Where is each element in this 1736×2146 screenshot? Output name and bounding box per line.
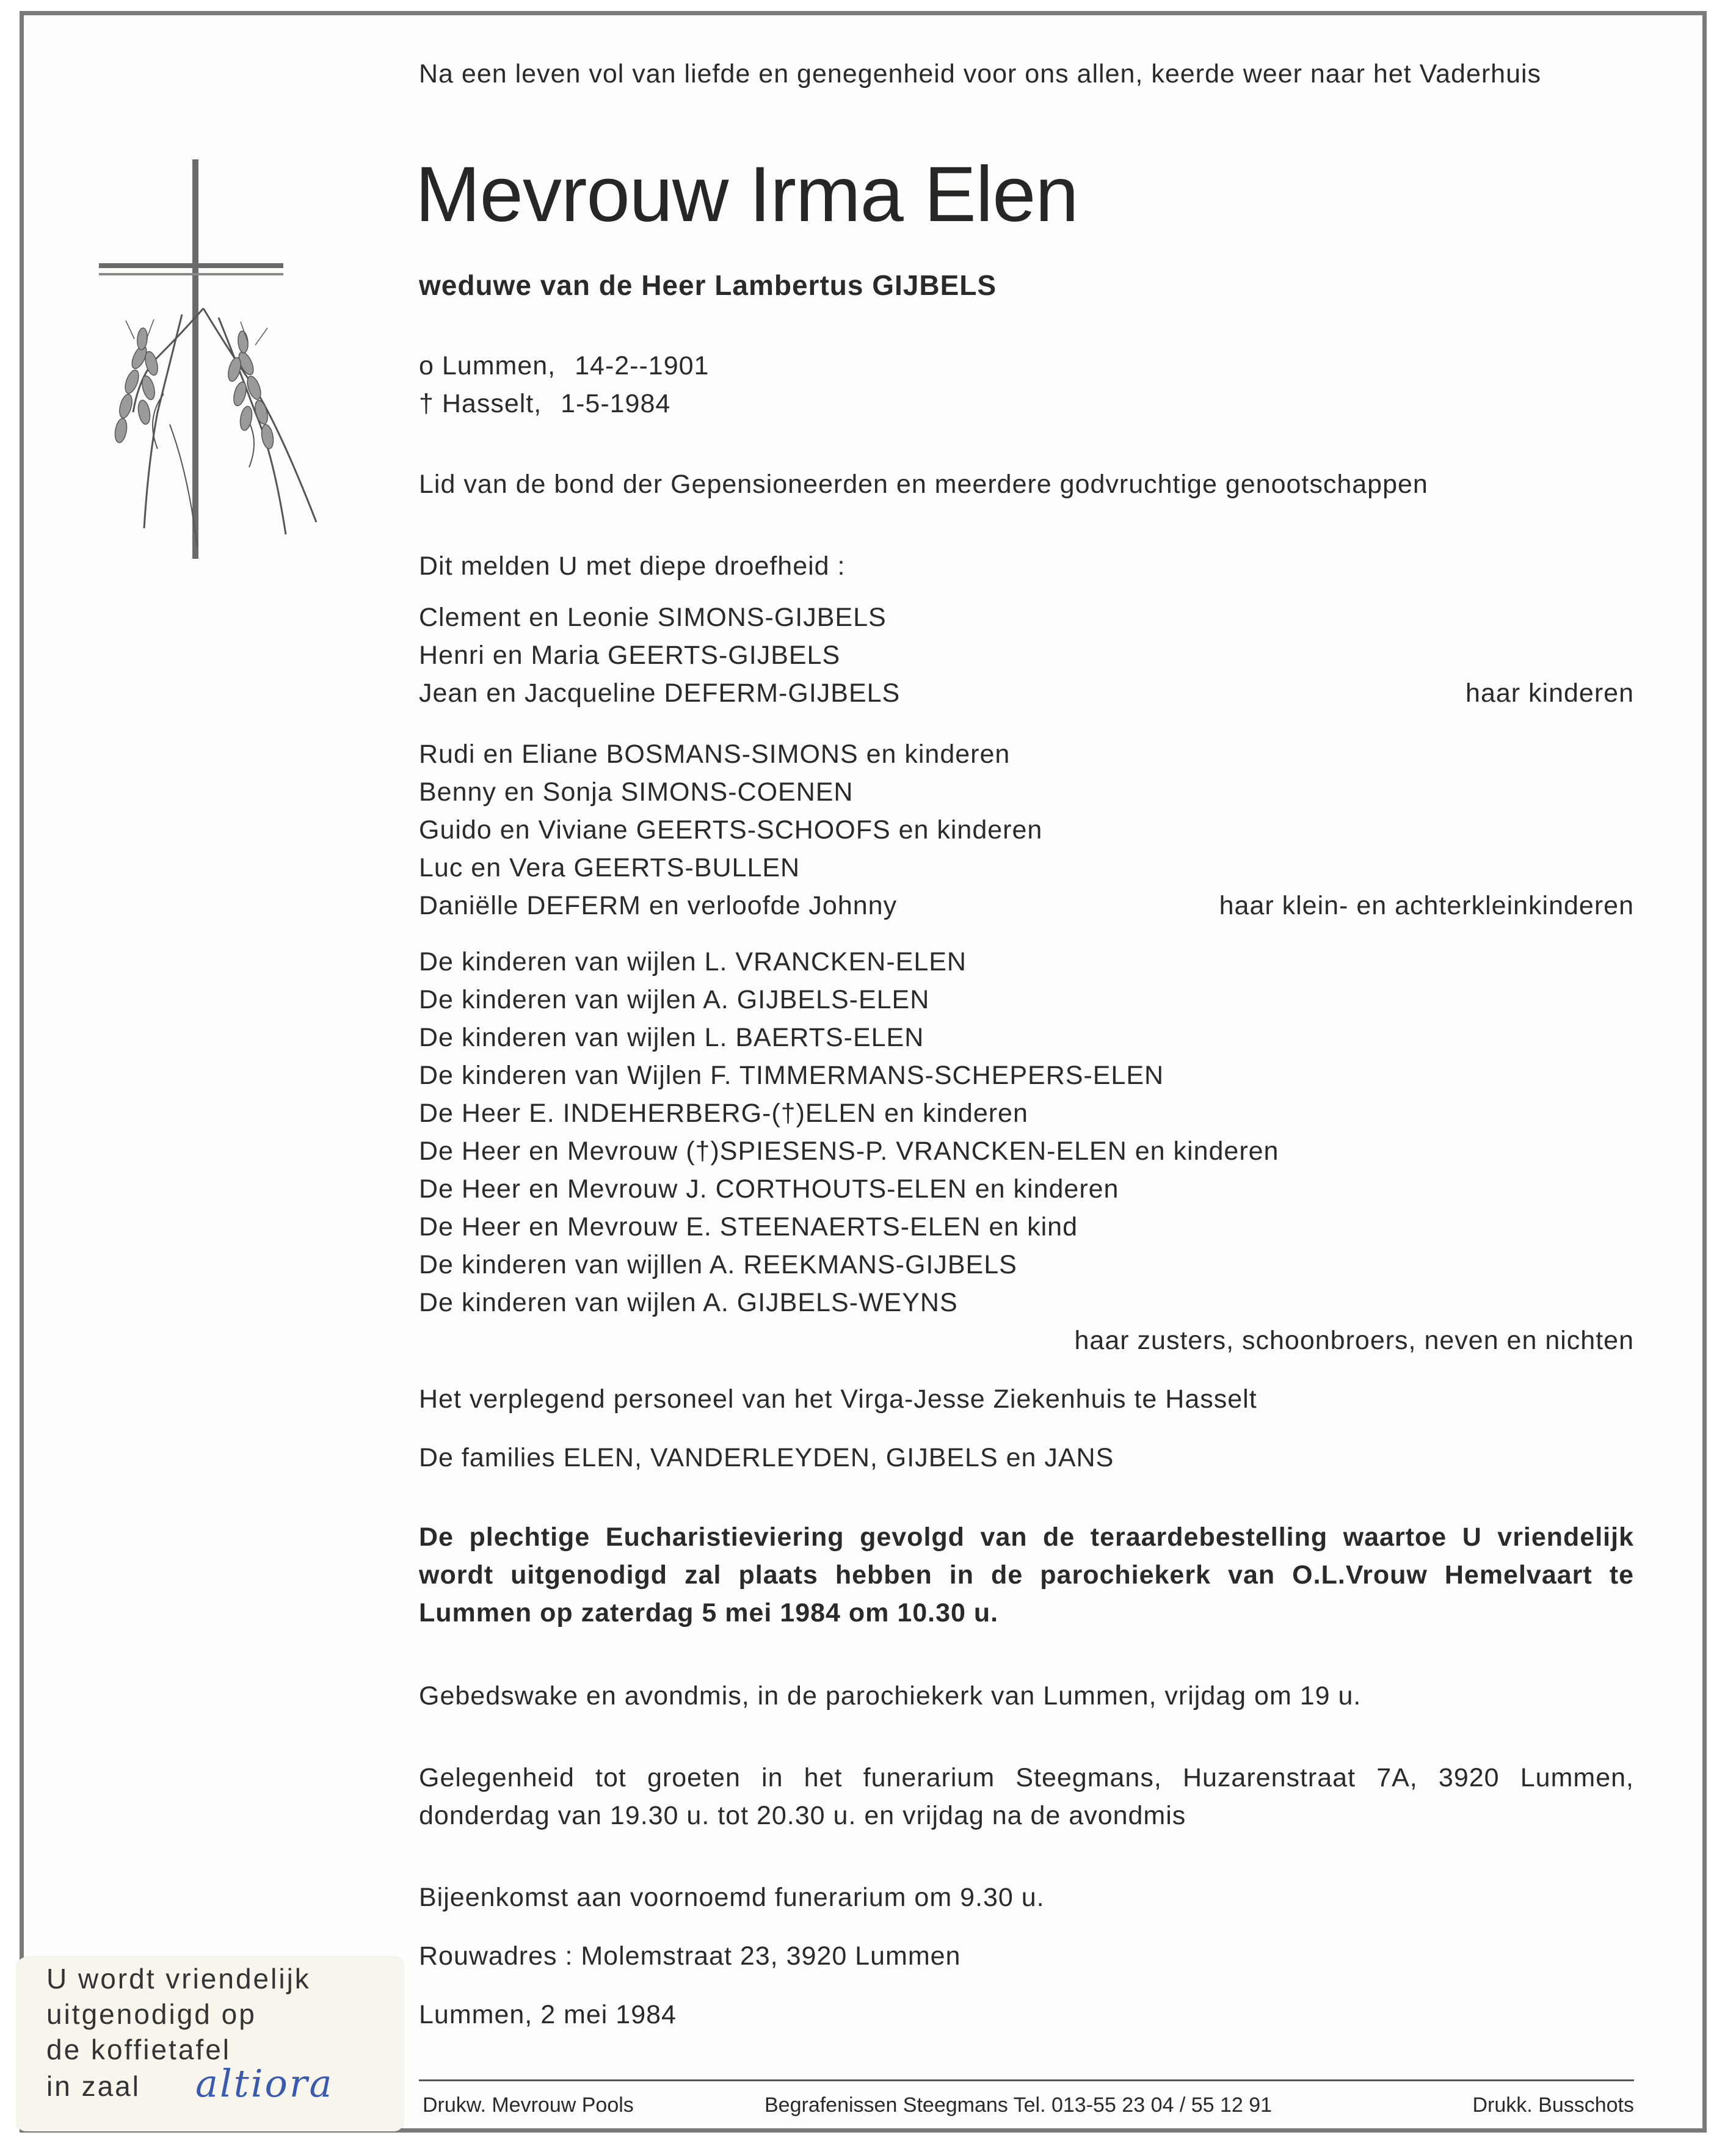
list-item: De kinderen van wijlen L. BAERTS-ELEN [419, 1023, 924, 1052]
list-item: Luc en Vera GEERTS-BULLEN [419, 853, 801, 882]
place-date-text: Lummen, 2 mei 1984 [419, 2000, 677, 2029]
deceased-name: Mevrouw Irma Elen [415, 151, 1078, 238]
sticker-line: de koffietafel [46, 2034, 231, 2065]
relatives-list [419, 943, 1634, 1355]
list-item: Guido en Viviane GEERTS-SCHOOFS en kinderen [419, 815, 1043, 845]
children-list [419, 598, 1634, 712]
death-date: 1-5-1984 [561, 389, 671, 418]
footer-divider [419, 2079, 1634, 2081]
staff-text: Het verplegend personeel van het Virga-Jesse Ziekenhuis te Hasselt [419, 1384, 1257, 1414]
death-place: Hasselt, [441, 389, 542, 418]
list-item: De Heer E. INDEHERBERG-(†)ELEN en kinderen [419, 1099, 1028, 1128]
list-item: Benny en Sonja SIMONS-COENEN [419, 777, 854, 807]
sticker-line: in zaal [46, 2070, 140, 2102]
sticker-line: uitgenodigd op [46, 1998, 256, 2030]
grandchildren-label: haar klein- en achterkleinkinderen [1219, 891, 1634, 920]
families-text: De families ELEN, VANDERLEYDEN, GIJBELS en JANS [419, 1443, 1114, 1472]
birth-date: 14-2--1901 [575, 351, 710, 380]
footer-right: Drukk. Busschots [1472, 2093, 1634, 2117]
death-symbol: † [419, 389, 434, 418]
intro-text: Na een leven vol van liefde en genegenheid voor ons allen, keerde weer naar het Vaderhuis [419, 59, 1542, 89]
address-text: Rouwadres : Molemstraat 23, 3920 Lummen [419, 1941, 961, 1971]
widow-of: weduwe van de Heer Lambertus GIJBELS [419, 269, 997, 301]
list-item: De Heer en Mevrouw (†)SPIESENS-P. VRANCKEN-ELEN en kinderen [419, 1137, 1279, 1166]
list-item: De Heer en Mevrouw J. CORTHOUTS-ELEN en kinderen [419, 1174, 1119, 1204]
birth-line [419, 347, 1634, 385]
list-item: De kinderen van wijlen L. VRANCKEN-ELEN [419, 947, 967, 977]
membership-text: Lid van de bond der Gepensioneerden en meerdere godvruchtige genootschappen [419, 470, 1428, 499]
footer-center: Begrafenissen Steegmans Tel. 013-55 23 04 / 55 12 91 [764, 2093, 1273, 2117]
announcement-text: Dit melden U met diepe droefheid : [419, 551, 846, 581]
list-item: Daniëlle DEFERM en verloofde Johnny [419, 891, 898, 920]
vigil-text: Gebedswake en avondmis, in de parochiekerk van Lummen, vrijdag om 19 u. [419, 1681, 1362, 1711]
visitation-text: Gelegenheid tot groeten in het funerarium Steegmans, Huzarenstraat 7A, 3920 Lummen, donderdag van 19.30 u. tot 20.30 u. en vrijdag na de avondmis [419, 1763, 1634, 1830]
list-item: Clement en Leonie SIMONS-GIJBELS [419, 603, 887, 632]
list-item: De kinderen van wijllen A. REEKMANS-GIJBELS [419, 1250, 1017, 1279]
list-item: De kinderen van wijlen A. GIJBELS-ELEN [419, 985, 930, 1014]
children-label: haar kinderen [1465, 678, 1634, 708]
list-item: De kinderen van wijlen A. GIJBELS-WEYNS [419, 1288, 958, 1317]
death-line [419, 385, 1634, 423]
relatives-label: haar zusters, schoonbroers, neven en nichten [1074, 1326, 1634, 1355]
grandchildren-list [419, 735, 1634, 925]
list-item: De kinderen van Wijlen F. TIMMERMANS-SCHEPERS-ELEN [419, 1061, 1164, 1090]
gathering-text: Bijeenkomst aan voornoemd funerarium om 9.30 u. [419, 1883, 1045, 1912]
list-item: Rudi en Eliane BOSMANS-SIMONS en kinderen [419, 740, 1011, 769]
handwritten-hall-name: altiora [195, 2061, 334, 2106]
sticker-line: U wordt vriendelijk [46, 1963, 311, 1995]
cross-with-wheat-icon [90, 156, 335, 571]
list-item: De Heer en Mevrouw E. STEENAERTS-ELEN en kind [419, 1212, 1078, 1242]
birth-place: Lummen, [441, 351, 556, 380]
list-item: Henri en Maria GEERTS-GIJBELS [419, 641, 841, 670]
service-text: De plechtige Eucharistieviering gevolgd van de teraardebestelling waartoe U vriendelijk wordt uitgenodigd zal plaats hebben in de parochiekerk van O.L.Vrouw Hemelvaart te Lummen op zaterdag 5 mei 1984 om 10.30 u. [419, 1522, 1634, 1628]
list-item: Jean en Jacqueline DEFERM-GIJBELS [419, 678, 901, 708]
birth-symbol: o [419, 351, 434, 380]
footer-left: Drukw. Mevrouw Pools [423, 2093, 634, 2117]
